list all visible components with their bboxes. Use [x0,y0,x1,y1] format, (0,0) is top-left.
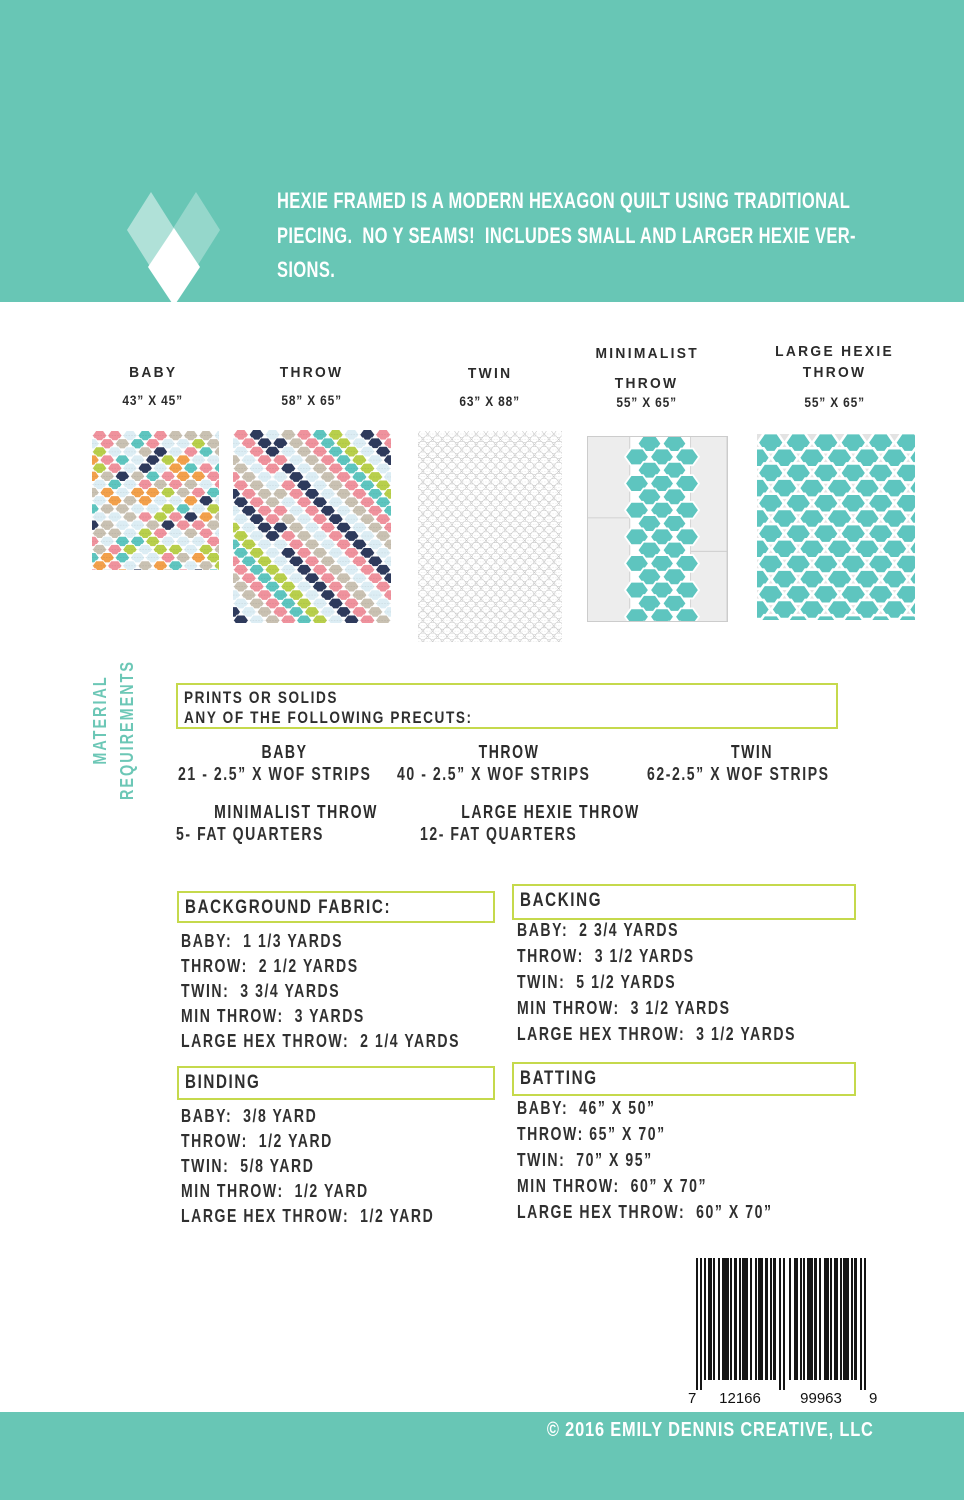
quilt-thumbnail-throw [233,430,391,623]
precut-name-baby: BABY [261,742,309,762]
quilt-size-baby: 43” X 45” [122,392,184,408]
precut-value-minimalist-throw: 5- FAT QUARTERS [176,824,324,844]
header-banner [0,0,964,302]
upc-barcode [688,1256,884,1408]
spec-line: LARGE HEX THROW: 60” X 70” [517,1202,773,1222]
quilt-title-large-hexie-line2: THROW [803,364,867,381]
batting-title: BATTING [520,1068,598,1089]
spec-line: BABY: 3/8 YARD [181,1106,318,1126]
quilt-thumbnail-large-hexie [757,434,915,620]
quilt-title-minimalist-line1: MINIMALIST [595,345,699,362]
background-fabric-title: BACKGROUND FABRIC: [185,897,392,918]
barcode-group1: 12166 [719,1390,761,1407]
precut-value-twin: 62-2.5” X WOF STRIPS [647,764,830,784]
spec-line: THROW: 1/2 YARD [181,1131,333,1151]
spec-line: MIN THROW: 1/2 YARD [181,1181,369,1201]
spec-line: THROW: 2 1/2 YARDS [181,956,359,976]
material-requirements-label: MATERIAL REQUIREMENTS [90,659,137,800]
precut-value-large-hexie-throw: 12- FAT QUARTERS [420,824,578,844]
spec-line: BABY: 2 3/4 YARDS [517,920,680,940]
quilt-size-minimalist: 55” X 65” [616,394,678,410]
backing-lines [517,920,875,1050]
spec-line: LARGE HEX THROW: 2 1/4 YARDS [181,1031,461,1051]
precuts-box [176,683,838,729]
quilt-title-large-hexie-line1: LARGE HEXIE [775,343,895,360]
banner-description [277,184,964,288]
copyright-text: © 2016 EMILY DENNIS CREATIVE, LLC [546,1419,874,1441]
binding-lines [181,1106,506,1231]
precut-name-large-hexie-throw: LARGE HEXIE THROW [461,802,640,822]
quilt-title-twin: TWIN [467,365,513,382]
backing-title: BACKING [520,890,603,911]
banner-line: PIECING. NO Y SEAMS! INCLUDES SMALL AND LARGER HEXIE VER- [277,222,856,248]
banner-line: HEXIE FRAMED IS A MODERN HEXAGON QUILT USING TRADITIONAL [277,188,851,213]
background-fabric-box [177,891,495,923]
binding-box [177,1066,495,1100]
spec-line: LARGE HEX THROW: 3 1/2 YARDS [517,1024,797,1044]
spec-line: TWIN: 5/8 YARD [181,1156,315,1176]
spec-line: TWIN: 5 1/2 YARDS [517,972,677,992]
footer-bar [0,1412,964,1500]
spec-line: BABY: 46” X 50” [517,1098,656,1118]
quilt-title-baby: BABY [128,364,178,381]
spec-line: TWIN: 70” X 95” [517,1150,653,1170]
quilt-thumbnail-twin [418,431,562,642]
precuts-box-line: PRINTS OR SOLIDS [184,688,339,707]
precut-value-throw: 40 - 2.5” X WOF STRIPS [397,764,591,784]
quilt-size-large-hexie: 55” X 65” [804,394,866,410]
brand-logo-heart-icon [120,185,230,310]
backing-box [512,884,856,920]
barcode-right-digit: 9 [869,1390,878,1407]
quilt-size-twin: 63” X 88” [459,393,521,409]
spec-line: TWIN: 3 3/4 YARDS [181,981,341,1001]
precut-name-twin: TWIN [730,742,774,762]
spec-line: THROW: 65” X 70” [517,1124,666,1144]
quilt-size-throw: 58” X 65” [281,392,343,408]
binding-title: BINDING [185,1072,261,1093]
barcode-group2: 99963 [800,1390,842,1407]
precut-name-minimalist-throw: MINIMALIST THROW [214,802,378,822]
barcode-left-digit: 7 [688,1390,697,1407]
spec-line: MIN THROW: 60” X 70” [517,1176,708,1196]
quilt-thumbnail-minimalist [587,436,728,622]
quilt-title-minimalist-line2: THROW [615,375,679,392]
spec-line: MIN THROW: 3 YARDS [181,1006,365,1026]
spec-line: LARGE HEX THROW: 1/2 YARD [181,1206,435,1226]
background-fabric-lines [181,931,539,1056]
banner-line: SIONS. [277,257,336,282]
precut-value-baby: 21 - 2.5” X WOF STRIPS [178,764,372,784]
precut-name-throw: THROW [478,742,540,762]
spec-line: MIN THROW: 3 1/2 YARDS [517,998,731,1018]
quilt-title-throw: THROW [280,364,344,381]
precuts-box-line: ANY OF THE FOLLOWING PRECUTS: [184,708,473,727]
quilt-thumbnail-baby [92,431,219,570]
spec-line: THROW: 3 1/2 YARDS [517,946,695,966]
batting-lines [517,1098,845,1228]
batting-box [512,1062,856,1096]
spec-line: BABY: 1 1/3 YARDS [181,931,344,951]
